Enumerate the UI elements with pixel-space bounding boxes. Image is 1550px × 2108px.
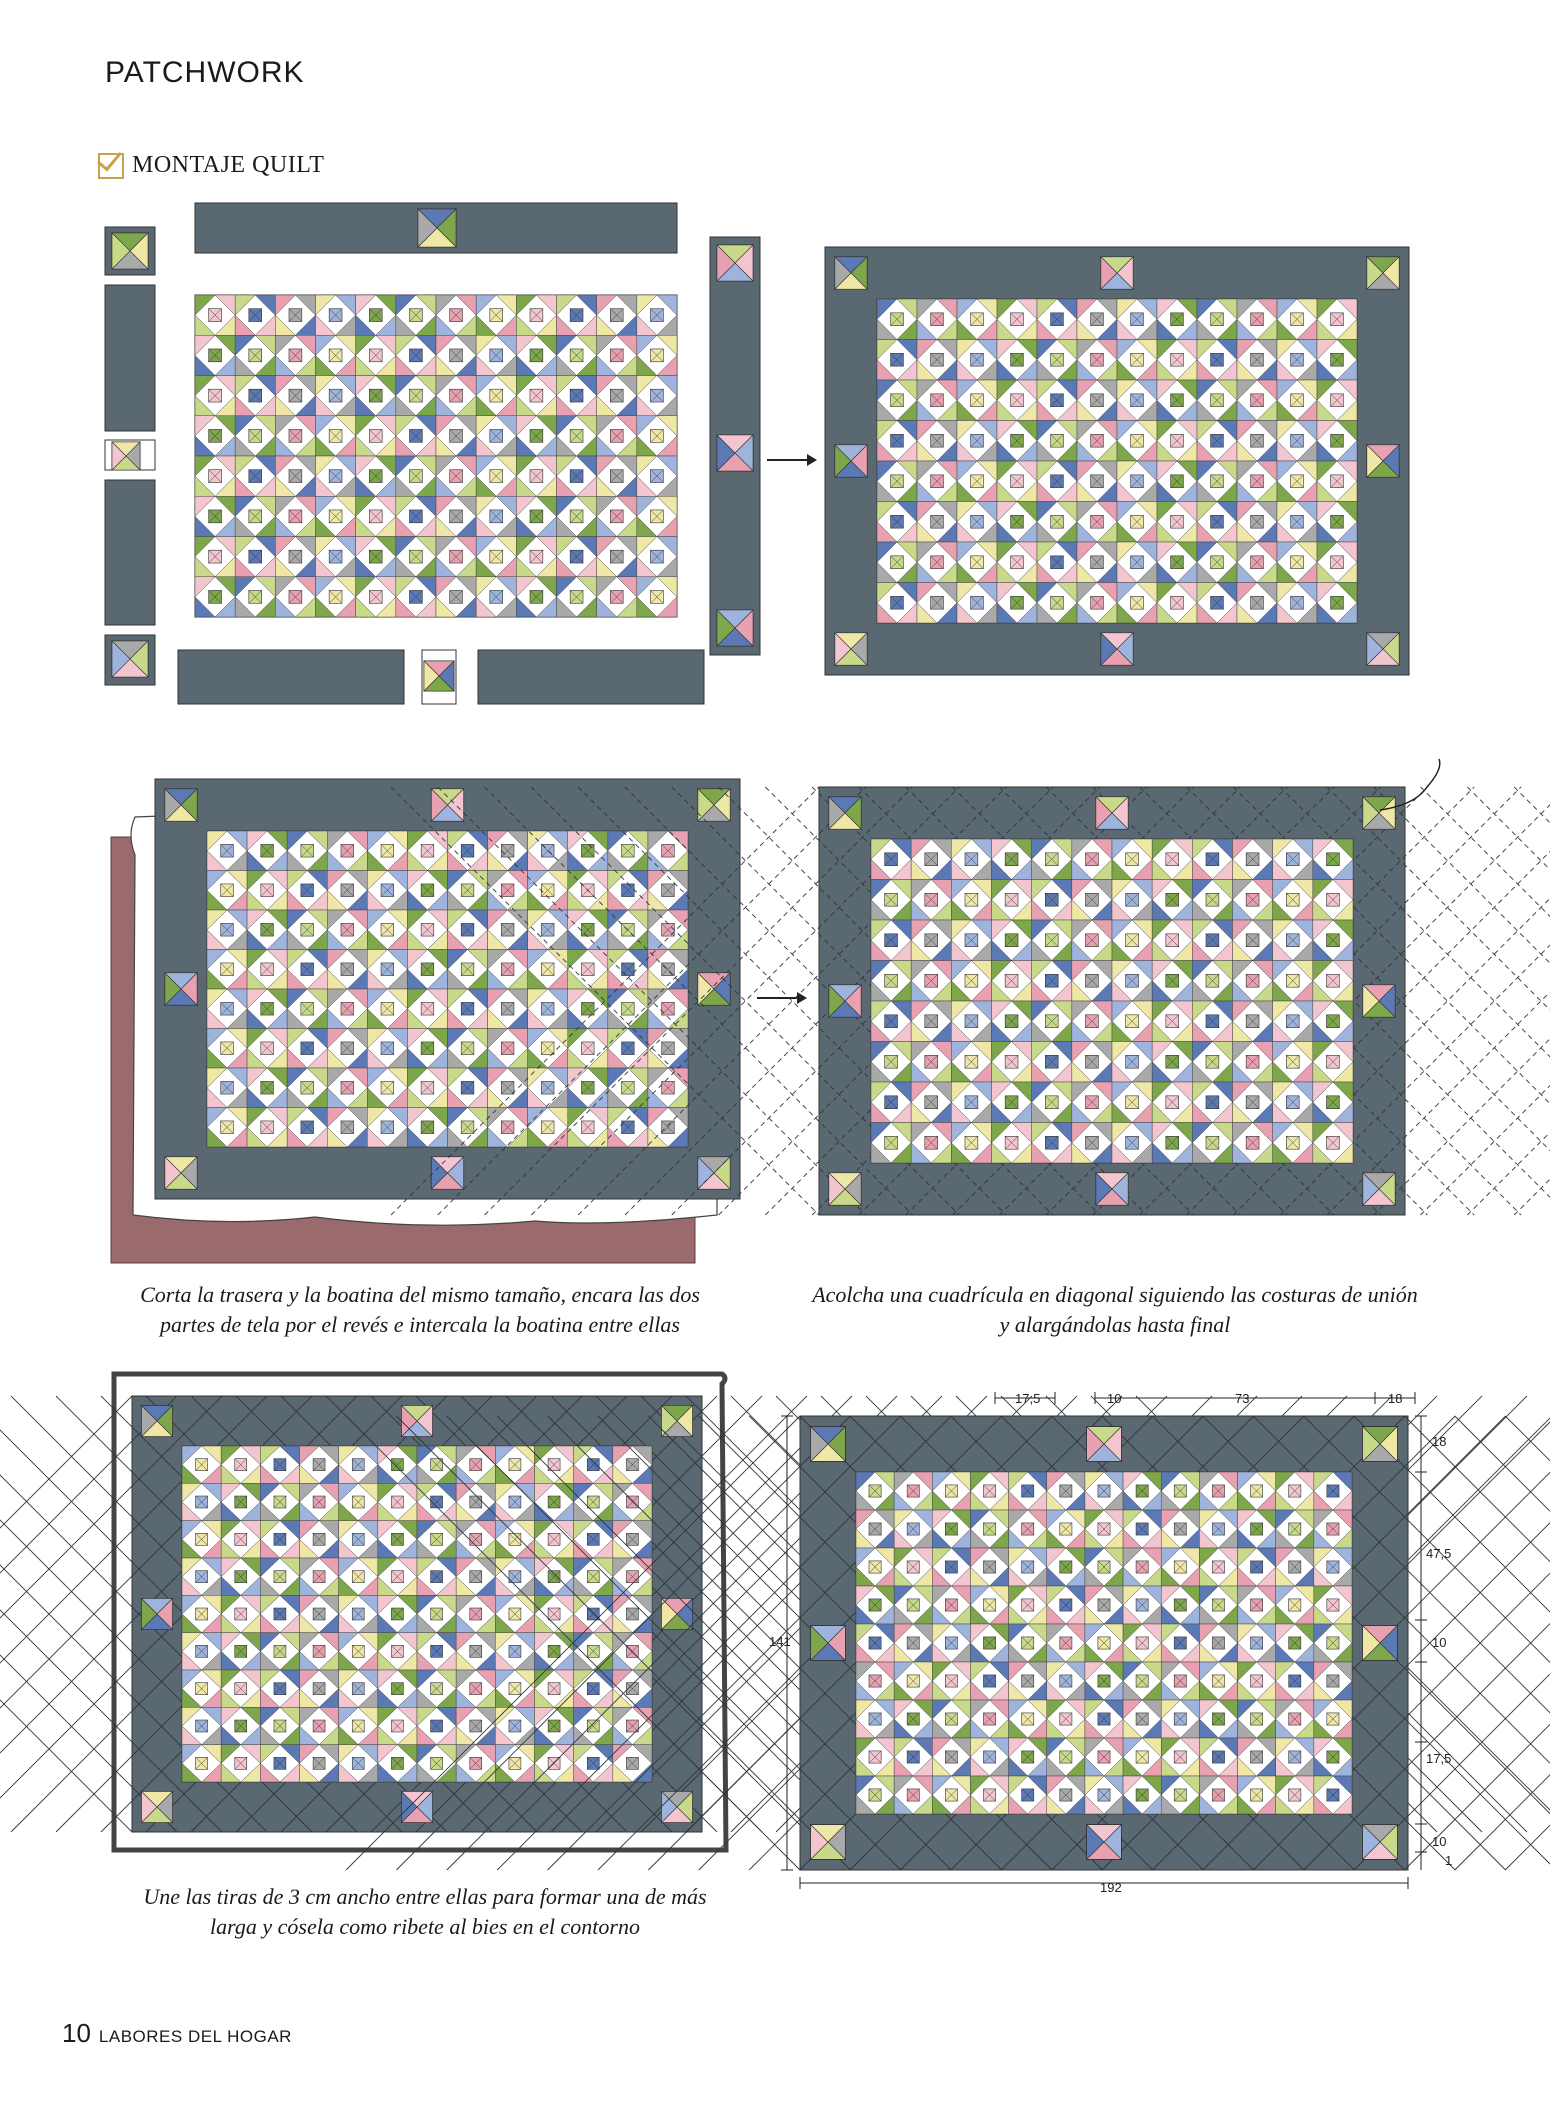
caption-step2: Corta la trasera y la boatina del mismo tamaño, encara las dos partes de tela por el revés e intercala la boatina entre ellas (140, 1282, 700, 1337)
dimension-diagram (765, 1380, 1453, 1920)
patchwork-center (856, 1472, 1352, 1814)
corner-block (1096, 797, 1128, 829)
subtitle-group (98, 152, 324, 179)
corner-block (1363, 985, 1395, 1017)
corner-block (112, 442, 140, 470)
step2-sandwich-diagram (105, 775, 745, 1275)
corner-block (1363, 1427, 1398, 1462)
corner-block (431, 1157, 463, 1189)
corner-block (835, 257, 867, 289)
step4-binding-diagram (110, 1370, 745, 1860)
corner-block (431, 789, 463, 821)
dim-right-2: 47,5 (1426, 1546, 1452, 1561)
corner-block (1087, 1427, 1122, 1462)
corner-block (717, 245, 753, 281)
corner-block (811, 1626, 846, 1661)
corner-block (142, 1599, 173, 1630)
section-title: PATCHWORK (105, 56, 305, 89)
dim-top-2: 10 (1107, 1391, 1122, 1406)
border-strip (105, 480, 155, 625)
corner-block (662, 1406, 693, 1437)
corner-block (418, 209, 456, 247)
corner-block (662, 1792, 693, 1823)
corner-block (662, 1599, 693, 1630)
dim-top-4: 18 (1388, 1391, 1403, 1406)
caption-step3: Acolcha una cuadrícula en diagonal siguiendo las costuras de unión y alargándolas hasta final (812, 1282, 1418, 1337)
corner-block (142, 1406, 173, 1437)
dim-top-1: 17,5 (1015, 1391, 1041, 1406)
corner-block (112, 641, 148, 677)
corner-block (165, 789, 197, 821)
patchwork-center (207, 831, 688, 1147)
quilt-top (155, 779, 740, 1199)
caption-step4: Une las tiras de 3 cm ancho entre ellas para formar una de más larga y cósela como ribete al bies en el contorno (143, 1884, 707, 1939)
corner-block (1363, 1626, 1398, 1661)
corner-block (1367, 257, 1399, 289)
corner-block (835, 445, 867, 477)
patchwork-center (871, 839, 1353, 1163)
border-strip (105, 285, 155, 431)
dim-right-1: 18 (1432, 1434, 1447, 1449)
corner-block (811, 1825, 846, 1860)
border-strip (178, 650, 404, 704)
quilt-top (825, 247, 1409, 675)
dim-width: 192 (1100, 1880, 1122, 1895)
corner-block (402, 1792, 433, 1823)
corner-block (1363, 797, 1395, 829)
dim-top-3: 73 (1235, 1391, 1250, 1406)
magazine-name: LABORES DEL HOGAR (98, 2027, 292, 2046)
corner-block (402, 1406, 433, 1437)
corner-block (829, 797, 861, 829)
page-footer (62, 2018, 292, 2049)
corner-block (1363, 1825, 1398, 1860)
dim-right-4: 17,5 (1426, 1751, 1452, 1766)
step1-assembled-quilt (823, 245, 1411, 677)
dim-right-5: 10 (1432, 1834, 1447, 1849)
page-number: 10 (62, 2018, 91, 2048)
corner-block (1367, 445, 1399, 477)
subtitle: MONTAJE QUILT (132, 152, 325, 178)
corner-block (1087, 1825, 1122, 1860)
corner-block (1101, 257, 1133, 289)
border-strip (478, 650, 704, 704)
dim-right-3: 10 (1432, 1635, 1447, 1650)
corner-block (1363, 1173, 1395, 1205)
checkmark-icon (98, 153, 124, 179)
corner-block (829, 1173, 861, 1205)
dim-right-6: 1 (1445, 1853, 1453, 1868)
step1-assembly-diagram (100, 195, 710, 715)
corner-block (717, 435, 753, 471)
patchwork-center (195, 295, 677, 617)
corner-block (142, 1792, 173, 1823)
corner-block (1367, 633, 1399, 665)
corner-block (112, 233, 148, 269)
corner-block (424, 661, 454, 691)
corner-block (811, 1427, 846, 1462)
arrow-icon (765, 450, 820, 470)
step3-quilted-diagram (815, 755, 1465, 1220)
corner-block (698, 973, 730, 1005)
corner-block (835, 633, 867, 665)
corner-block (829, 985, 861, 1017)
corner-block (717, 610, 753, 646)
patchwork-center (182, 1446, 652, 1782)
dim-height: 141 (769, 1634, 791, 1649)
corner-block (165, 1157, 197, 1189)
patchwork-center (877, 299, 1357, 623)
corner-block (1101, 633, 1133, 665)
corner-block (1096, 1173, 1128, 1205)
corner-block (165, 973, 197, 1005)
